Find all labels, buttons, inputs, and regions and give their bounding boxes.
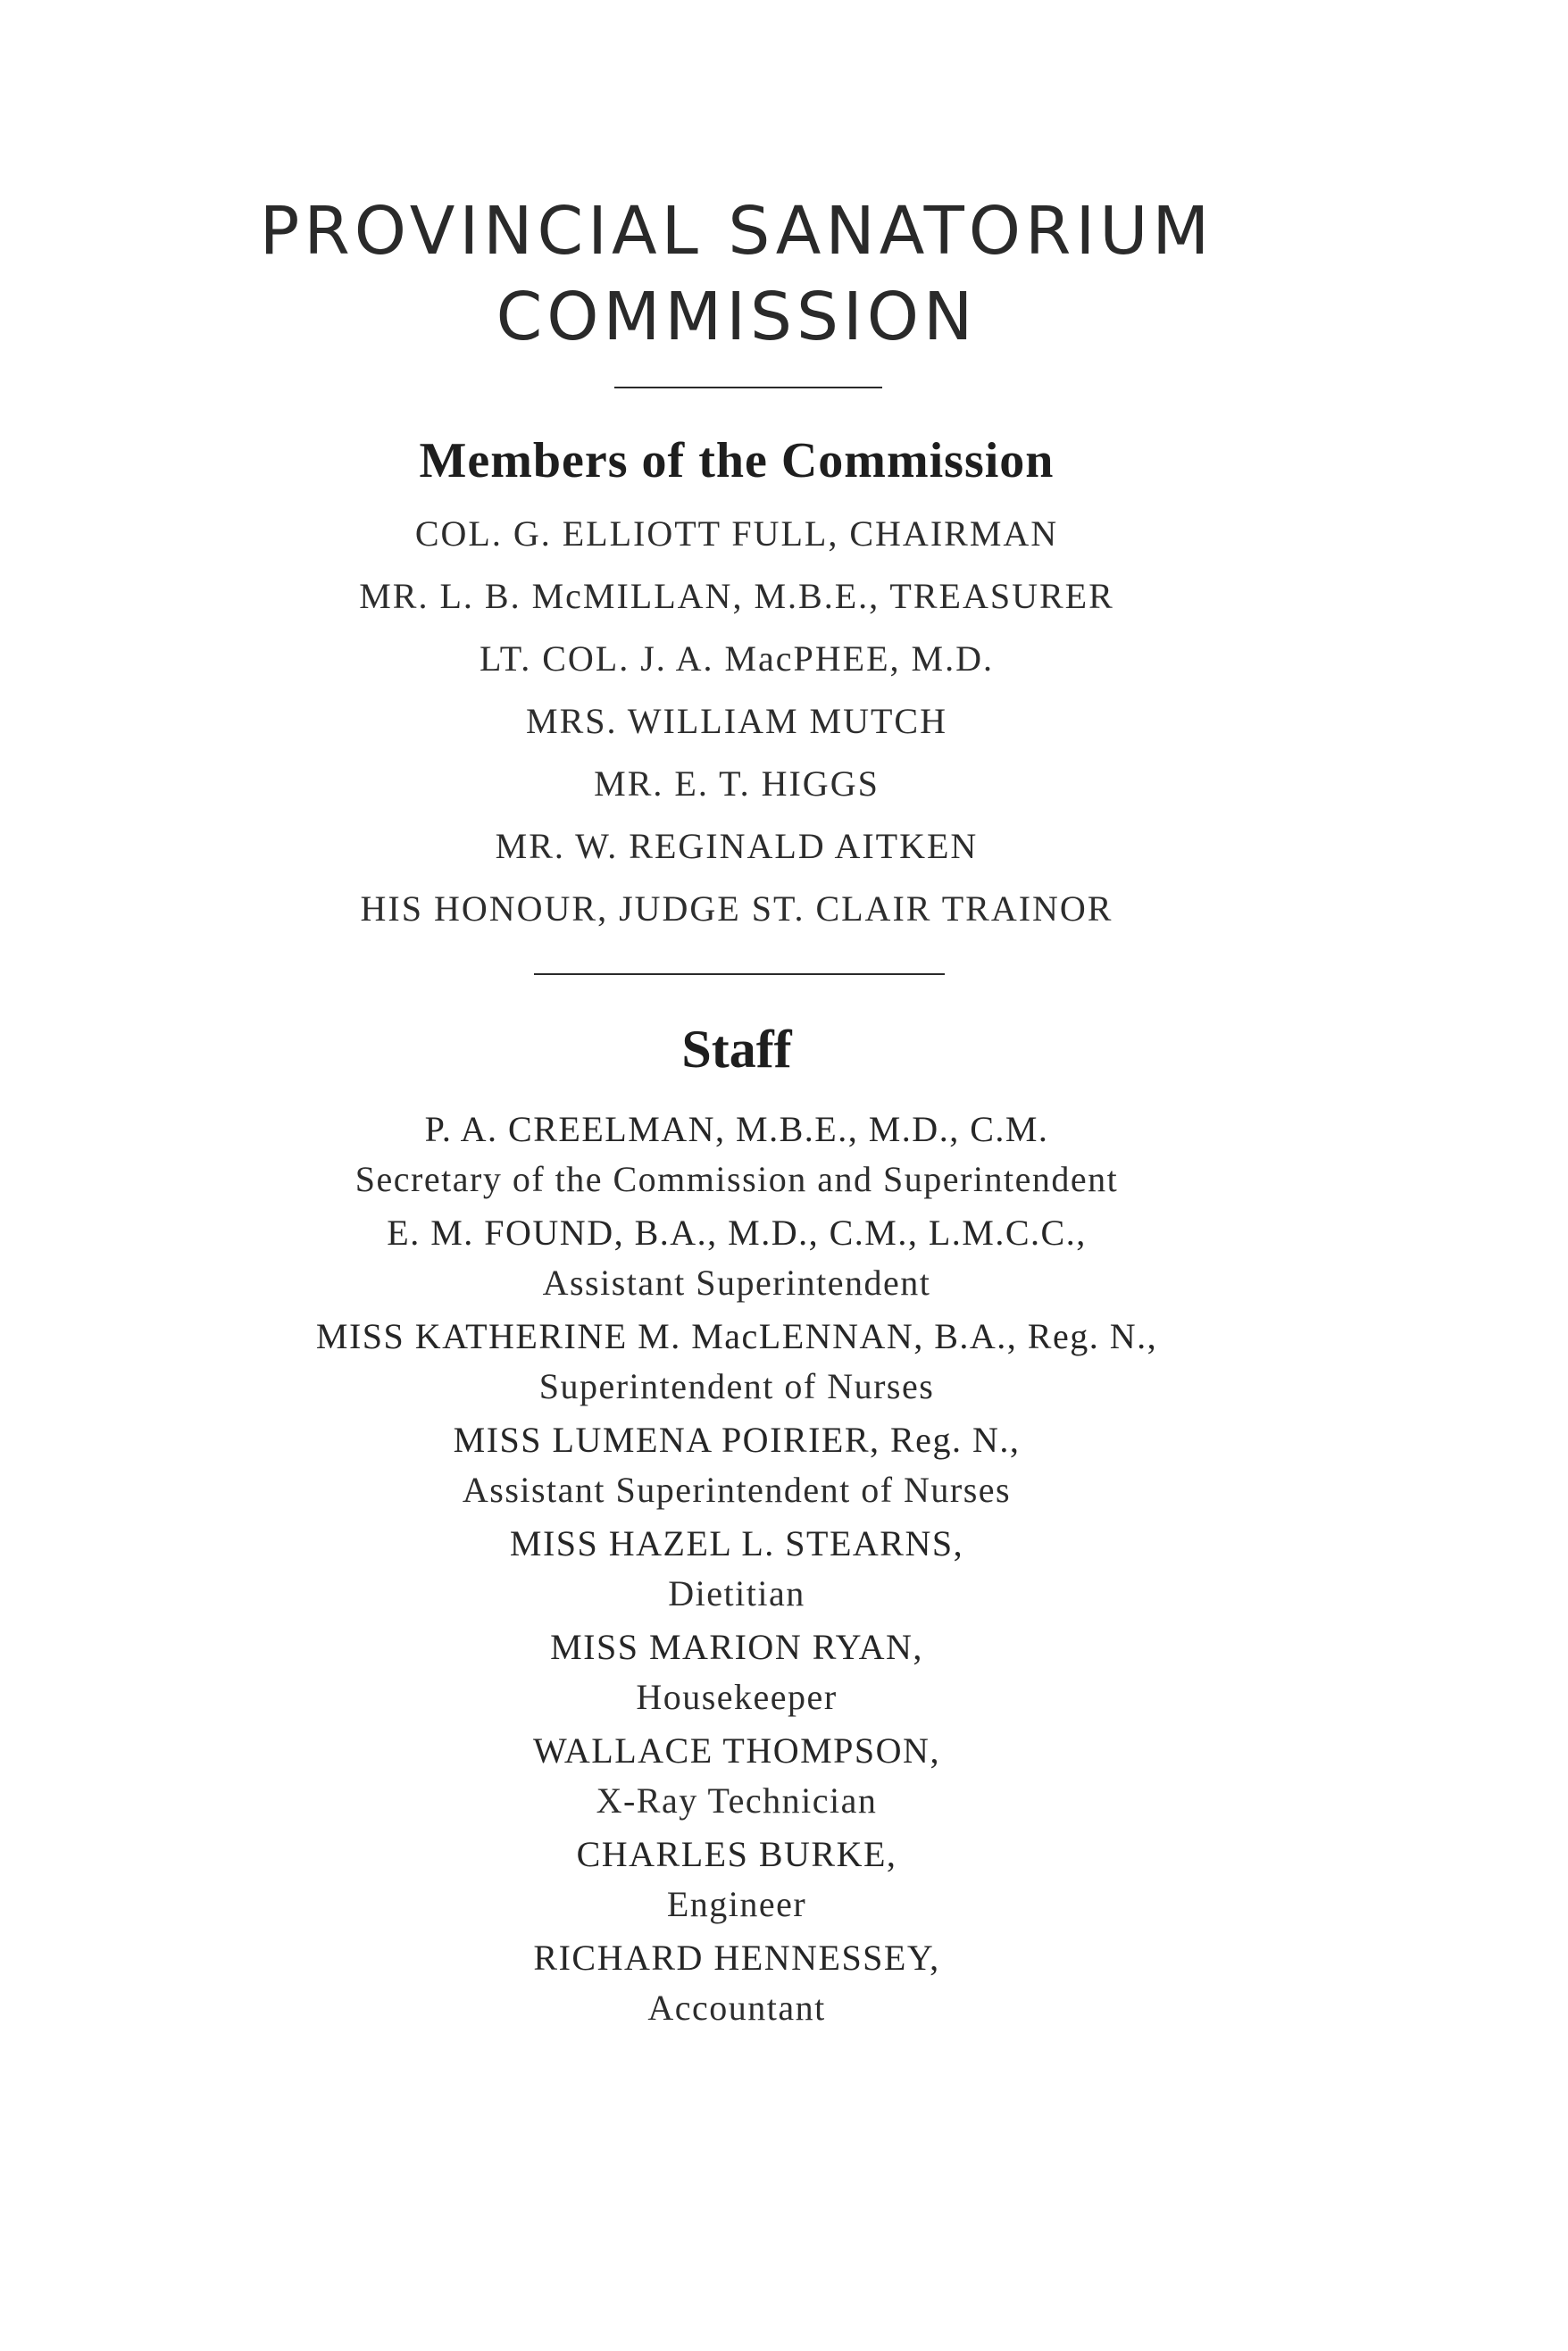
member-item: MR. W. REGINALD AITKEN <box>495 826 979 866</box>
staff-name: CHARLES BURKE, <box>576 1834 897 1874</box>
staff-role: Superintendent of Nurses <box>538 1366 935 1406</box>
staff-role: Secretary of the Commission and Superintendent <box>354 1159 1119 1199</box>
staff-entry <box>0 1316 1473 1422</box>
staff-role: Assistant Superintendent of Nurses <box>462 1470 1012 1510</box>
staff-name: E. M. FOUND, B.A., M.D., C.M., L.M.C.C., <box>387 1213 1087 1253</box>
staff-entry <box>0 1109 1473 1215</box>
divider-middle <box>534 973 945 975</box>
member-item: MR. E. T. HIGGS <box>594 763 880 804</box>
staff-name: WALLACE THOMPSON, <box>533 1730 940 1771</box>
staff-entry <box>0 1940 1473 2044</box>
staff-entry <box>0 1422 1473 1526</box>
staff-entry <box>0 1523 1473 1630</box>
member-item: HIS HONOUR, JUDGE ST. CLAIR TRAINOR <box>360 888 1113 929</box>
staff-name: MISS MARION RYAN, <box>550 1627 923 1667</box>
members-heading: Members of the Commission <box>419 433 1055 488</box>
staff-entry <box>0 1834 1473 1940</box>
member-item: MRS. WILLIAM MUTCH <box>526 701 947 741</box>
staff-role: Engineer <box>666 1884 807 1924</box>
staff-role: Housekeeper <box>636 1677 838 1717</box>
staff-name: MISS KATHERINE M. MacLENNAN, B.A., Reg. N., <box>315 1316 1158 1356</box>
staff-name: MISS HAZEL L. STEARNS, <box>509 1523 964 1563</box>
staff-name: MISS LUMENA POIRIER, Reg. N., <box>453 1420 1021 1460</box>
staff-entry <box>0 1730 1473 1837</box>
staff-entry <box>0 1627 1473 1733</box>
staff-name: RICHARD HENNESSEY, <box>533 1938 940 1978</box>
staff-role: Dietitian <box>668 1573 805 1613</box>
member-item: LT. COL. J. A. MacPHEE, M.D. <box>480 638 994 679</box>
member-item: COL. G. ELLIOTT FULL, CHAIRMAN <box>414 513 1059 554</box>
staff-heading: Staff <box>681 1020 792 1079</box>
staff-role: X-Ray Technician <box>596 1780 878 1821</box>
member-item: MR. L. B. McMILLAN, M.B.E., TREASURER <box>359 576 1114 616</box>
divider-top <box>614 387 882 388</box>
title-line-2: COMMISSION <box>496 279 978 355</box>
staff-entry <box>0 1215 1473 1319</box>
members-list <box>0 513 1473 954</box>
title-line-1: PROVINCIAL SANATORIUM <box>259 193 1214 270</box>
staff-list <box>0 1109 1473 2044</box>
staff-role: Assistant Superintendent <box>542 1263 931 1303</box>
staff-role: Accountant <box>647 1988 826 2028</box>
staff-name: P. A. CREELMAN, M.B.E., M.D., C.M. <box>424 1109 1049 1149</box>
